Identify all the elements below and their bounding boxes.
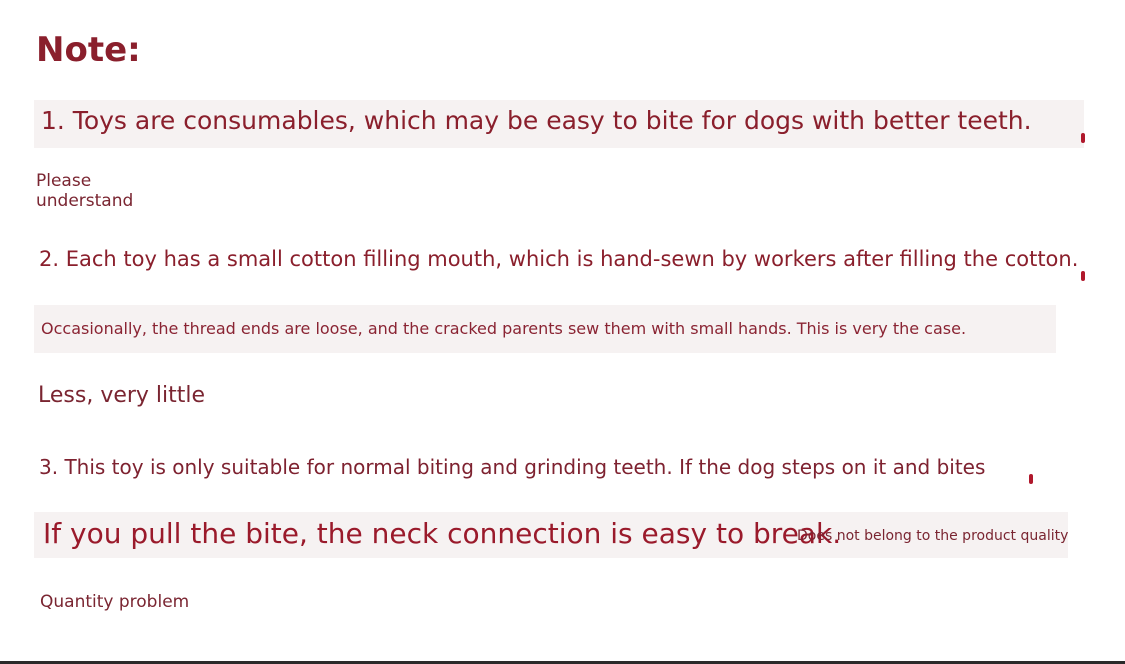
pull-bite-text: If you pull the bite, the neck connection is easy to break. — [43, 517, 842, 550]
note-line-1: 1. Toys are consumables, which may be easy to bite for dogs with better teeth. — [41, 106, 1032, 135]
red-mark — [1081, 133, 1085, 143]
less-text: Less, very little — [38, 383, 206, 408]
note-title: Note: — [36, 30, 141, 70]
note-line-2: 2. Each toy has a small cotton filling mouth, which is hand-sewn by workers after filling the cotton. — [39, 247, 1079, 271]
please-understand-text: Please understand — [36, 171, 134, 211]
red-mark — [1081, 271, 1085, 281]
occasionally-text: Occasionally, the thread ends are loose, and the cracked parents sew them with small hands. This is very the case. — [41, 319, 967, 338]
not-product-quality-text: Does not belong to the product quality — [797, 528, 1069, 544]
note-line-3: 3. This toy is only suitable for normal biting and grinding teeth. If the dog steps on it and bites — [39, 455, 986, 479]
quantity-problem-text: Quantity problem — [40, 592, 190, 612]
red-mark — [1029, 474, 1033, 484]
